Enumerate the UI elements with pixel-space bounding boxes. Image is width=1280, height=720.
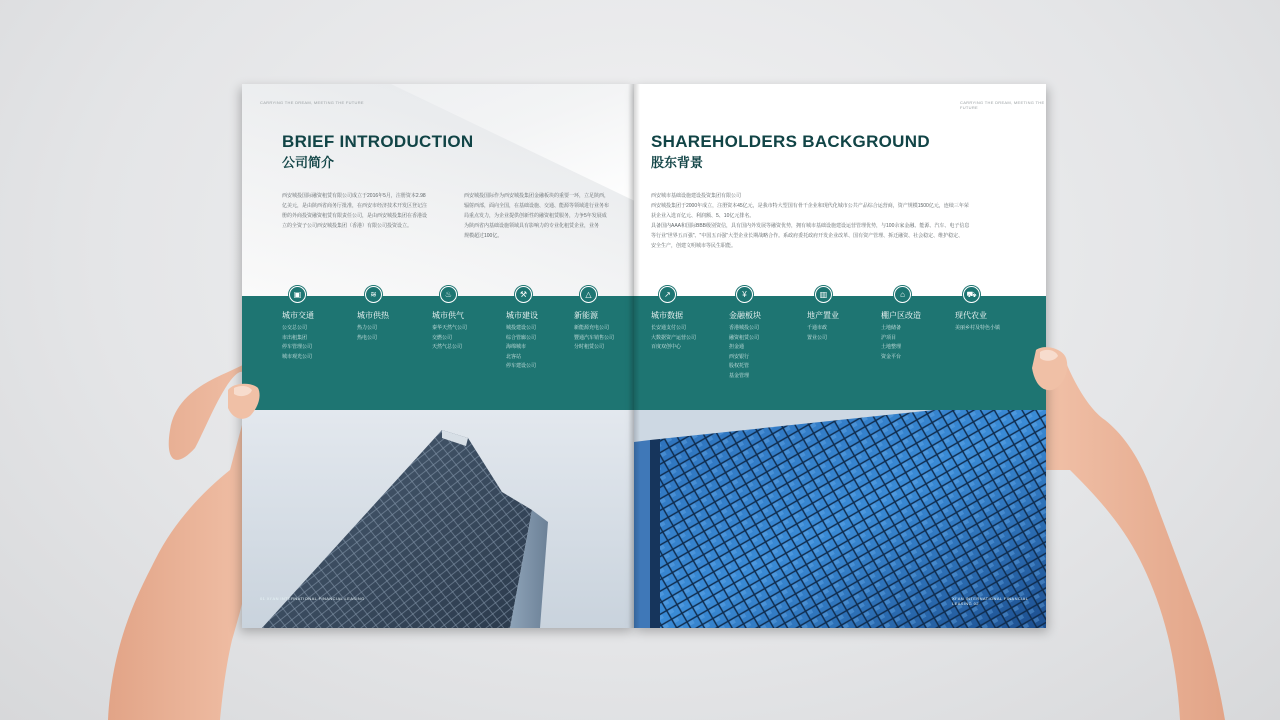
right-page: [634, 84, 1046, 628]
building-icon: ▥: [815, 286, 832, 303]
book-spine-shadow: [628, 84, 640, 628]
right-footer: XI'AN INTERNATIONAL FINANCIAL LEASING 02: [952, 596, 1029, 606]
left-thumb: [226, 382, 262, 422]
left-paragraph-2: 西安城投国际作为西安城投集团金融板块的重要一环，立足陕西， 辐射西部，面向全国，在基础设施、交通、能源等领域进行业务布 局重点发力，为企业提供创新性的融资租赁服务，力争5年发展成 为陕西省内基础设施领域具有影响力的专业化租赁企业，业务 规模超过100亿。: [464, 193, 610, 239]
category-title: 城市建设: [506, 311, 538, 320]
flame-icon: ♨: [440, 286, 457, 303]
category-title: 棚户区改造: [881, 311, 921, 320]
right-thumb: [1030, 346, 1070, 392]
category-items: 公交总公司 市出租集团 停车管理公司 城市观光公司: [282, 325, 313, 360]
category-title: 地产置业: [807, 311, 839, 320]
left-running-head: CARRYING THE DREAM, MEETING THE FUTURE: [260, 100, 364, 105]
right-title-cn: 股东背景: [651, 155, 704, 170]
category-items: 香港城投公司 融资租赁公司 担金通 西安银行 股权托管 基金管理: [729, 325, 760, 379]
category-title: 城市交通: [282, 311, 314, 320]
bus-icon: ▣: [289, 286, 306, 303]
category-items: 热力公司 热电公司: [357, 325, 378, 341]
category-title: 现代农业: [955, 311, 987, 320]
category-items: 千通市政 置业公司: [807, 325, 828, 341]
left-page: [242, 84, 634, 628]
construction-icon: ⚒: [515, 286, 532, 303]
left-title-en: BRIEF INTRODUCTION: [282, 132, 474, 151]
left-paragraph-1: 西安城投国际融资租赁有限公司成立于2016年5月，注册资本2.98 亿美元，是由陕西省商务厅批准，在西安市经济技术开发区登记注 册的外商投资融资租赁有限责任公司，是由西安城投集团在香港设 立的全资子公司西安城投集团（香港）有限公司投资设立。: [282, 193, 428, 229]
category-items: 土地储备 沪项目 土地整理 资金平台: [881, 325, 902, 360]
category-items: 城投建设公司 综合管廊公司 海绵城市 北客站 停车建设公司: [506, 325, 537, 370]
energy-icon: △: [580, 286, 597, 303]
category-items: 新能源充电公司 豐通汽车销售公司 分时租赁公司: [574, 325, 615, 351]
house-icon: ⌂: [894, 286, 911, 303]
heating-icon: ≋: [365, 286, 382, 303]
left-title-cn: 公司简介: [282, 155, 335, 170]
left-footer: 01 XI'AN INTERNATIONAL FINANCIAL LEASING: [260, 596, 365, 601]
right-running-head: CARRYING THE DREAM, MEETING THE FUTURE: [960, 100, 1045, 110]
category-items: 长安通支付公司 大数据资产运营公司 百度双创中心: [651, 325, 697, 351]
category-title: 新能源: [574, 311, 598, 320]
category-title: 城市供热: [357, 311, 389, 320]
chart-icon: ↗: [659, 286, 676, 303]
category-title: 城市数据: [651, 311, 683, 320]
category-items: 美丽乡村及特色小镇: [955, 325, 1001, 331]
right-title-en: SHAREHOLDERS BACKGROUND: [651, 132, 930, 151]
category-title: 金融板块: [729, 311, 761, 320]
finance-icon: ¥: [736, 286, 753, 303]
right-paragraph: 西安城市基础设施建设投资集团有限公司 西安城投集团于2000年成立，注册资本45亿元，是我市特大型国有骨干企业和现代化城市公共产品综合运营商，资产规模1500亿元，连续三年荣 获企业入选百亿元、利润额、5、10亿元排名。 具备国内AAA和国际BBB级别资信，具有国内外发展等融资优势，拥有城市基础设施建设运营管理优势，与100余家金融、能源、汽车、电子信息 等行业"世界五百强"、"中国五百强"大型企业长期战略合作。系政府委托政府开发企业改革、国有资产管理、拆迁融资、社会稳定、维护稳定、 安全生产，创建文明城市等民生职能。: [651, 193, 970, 249]
category-items: 秦华天然气公司 交燃公司 天然气总公司: [432, 325, 468, 351]
category-title: 城市供气: [432, 311, 464, 320]
tractor-icon: ⛟: [963, 286, 980, 303]
